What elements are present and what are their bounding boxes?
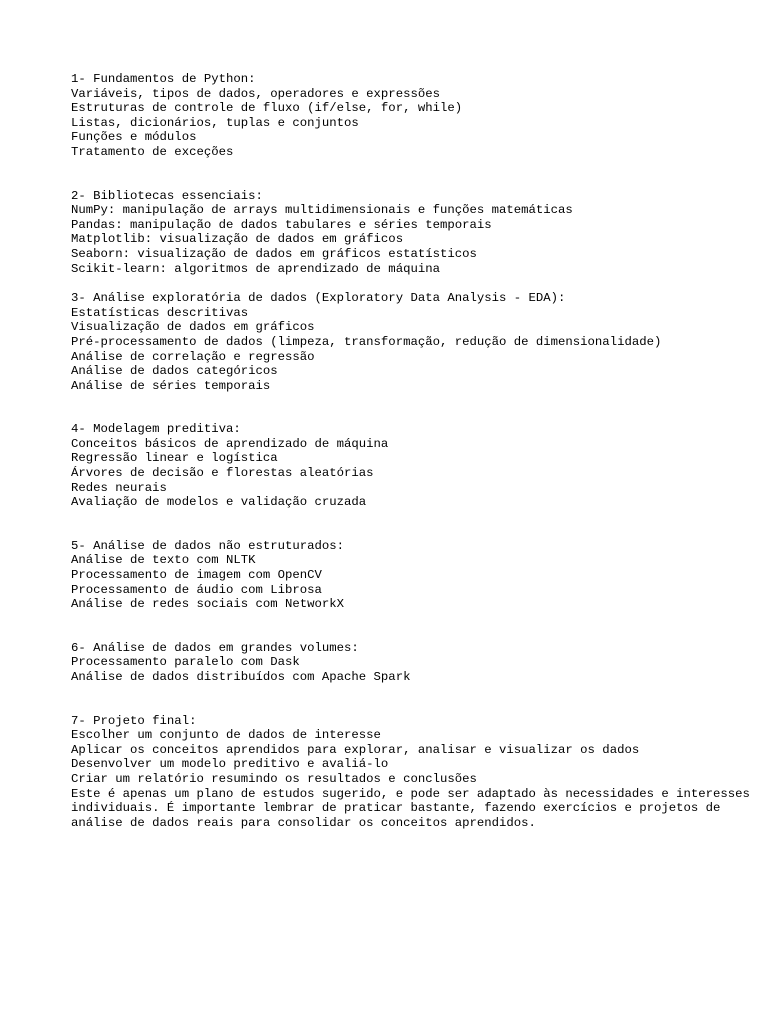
list-item: Análise de séries temporais xyxy=(71,378,271,393)
section-heading: 1- Fundamentos de Python: xyxy=(71,72,256,86)
list-item: Pandas: manipulação de dados tabulares e séries temporais xyxy=(71,217,492,232)
list-item: Tratamento de exceções xyxy=(71,144,234,159)
section-heading: 4- Modelagem preditiva: xyxy=(71,422,241,437)
spacer xyxy=(71,612,761,641)
section-heading: 3- Análise exploratória de dados (Exploratory Data Analysis - EDA): xyxy=(71,291,566,306)
list-item: Scikit-learn: algoritmos de aprendizado de máquina xyxy=(71,261,440,276)
list-item: Visualização de dados em gráficos xyxy=(71,320,315,335)
list-item: Processamento de áudio com Librosa xyxy=(71,582,322,597)
spacer xyxy=(71,685,761,714)
spacer xyxy=(71,160,761,189)
list-item: Variáveis, tipos de dados, operadores e expressões xyxy=(71,86,440,101)
spacer xyxy=(71,393,761,422)
section-essential-libraries xyxy=(71,189,761,277)
section-eda xyxy=(71,291,761,393)
list-item: Redes neurais xyxy=(71,480,167,495)
list-item: Pré-processamento de dados (limpeza, transformação, redução de dimensionalidade) xyxy=(71,334,662,349)
list-item: Escolher um conjunto de dados de interesse xyxy=(71,728,381,743)
list-item: Criar um relatório resumindo os resultados e conclusões xyxy=(71,771,477,786)
list-item: Seaborn: visualização de dados em gráficos estatísticos xyxy=(71,246,477,261)
list-item: Estatísticas descritivas xyxy=(71,305,249,320)
list-item: Conceitos básicos de aprendizado de máquina xyxy=(71,436,389,451)
list-item: Desenvolver um modelo preditivo e avaliá-lo xyxy=(71,757,389,772)
list-item: Análise de correlação e regressão xyxy=(71,349,315,364)
section-heading: 6- Análise de dados em grandes volumes: xyxy=(71,640,359,655)
list-item: Avaliação de modelos e validação cruzada xyxy=(71,495,367,510)
list-item: Processamento paralelo com Dask xyxy=(71,655,300,670)
section-final-project xyxy=(71,714,761,831)
section-big-data xyxy=(71,641,761,685)
list-item: Análise de redes sociais com NetworkX xyxy=(71,597,345,612)
list-item: Árvores de decisão e florestas aleatórias xyxy=(71,466,374,481)
closing-paragraph: Este é apenas um plano de estudos sugerido, e pode ser adaptado às necessidades e interesses individuais. É importante lembrar de praticar bastante, fazendo exercícios e projetos de análise de dados reais para consolidar os conceitos aprendidos. xyxy=(71,786,750,830)
section-predictive-modeling xyxy=(71,422,761,510)
list-item: Análise de dados distribuídos com Apache Spark xyxy=(71,670,411,684)
section-heading: 7- Projeto final: xyxy=(71,713,197,728)
list-item: Análise de dados categóricos xyxy=(71,364,278,379)
section-heading: 5- Análise de dados não estruturados: xyxy=(71,538,345,553)
list-item: Matplotlib: visualização de dados em gráficos xyxy=(71,232,404,247)
spacer xyxy=(71,276,761,291)
list-item: Regressão linear e logística xyxy=(71,451,278,466)
document-page xyxy=(71,72,761,830)
spacer xyxy=(71,510,761,539)
section-heading: 2- Bibliotecas essenciais: xyxy=(71,188,263,203)
section-unstructured-data xyxy=(71,539,761,612)
list-item: Funções e módulos xyxy=(71,130,197,145)
list-item: Aplicar os conceitos aprendidos para explorar, analisar e visualizar os dados xyxy=(71,742,640,757)
list-item: Listas, dicionários, tuplas e conjuntos xyxy=(71,115,359,130)
list-item: Estruturas de controle de fluxo (if/else, for, while) xyxy=(71,101,463,116)
section-python-fundamentals xyxy=(71,72,761,160)
list-item: NumPy: manipulação de arrays multidimensionais e funções matemáticas xyxy=(71,203,573,218)
list-item: Processamento de imagem com OpenCV xyxy=(71,568,322,583)
list-item: Análise de texto com NLTK xyxy=(71,553,256,568)
